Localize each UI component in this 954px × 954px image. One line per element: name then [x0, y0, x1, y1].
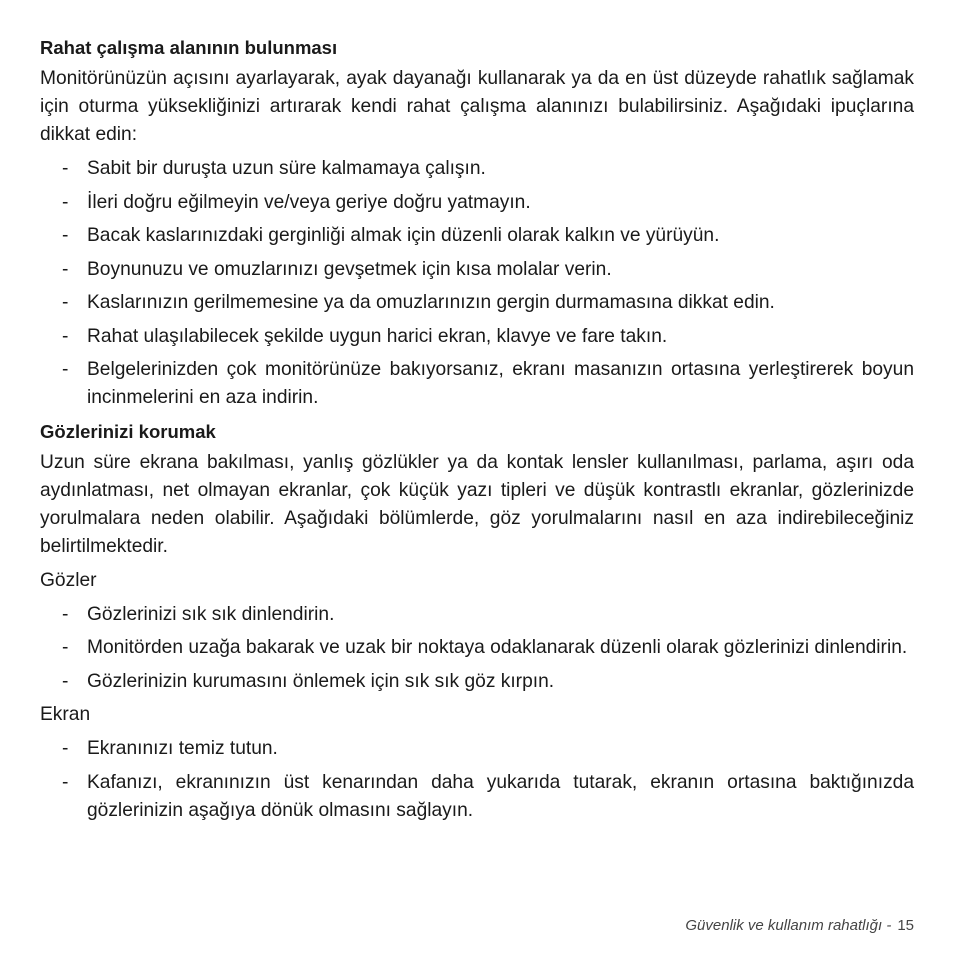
page-footer: [685, 916, 914, 936]
page-number: 15: [897, 917, 914, 934]
screen-tips-list: [40, 735, 914, 825]
subsection-label-eyes: Gözler: [40, 569, 97, 591]
list-item: - Gözlerinizi sık sık dinlendirin.: [62, 603, 335, 625]
list-item: - Kaslarınızın gerilmemesine ya da omuzlarınızın gergin durmamasına dikkat edin.: [62, 292, 775, 313]
list-item: - Gözlerinizin kurumasını önlemek için sık sık göz kırpın.: [62, 670, 555, 692]
list-item: - Belgelerinizden çok monitörünüze bakıyorsanız, ekranı masanızın ortasına yerleştirerek boyun incinmelerini en aza indirin.: [62, 359, 914, 408]
eyes-intro-paragraph: Uzun süre ekrana bakılması, yanlış gözlükler ya da kontak lensler kullanılması, parlama, aşırı oda aydınlatması, net olmayan ekranlar, çok küçük yazı tipleri ve düşük kontrastlı ekranlar, gözlerinizde yorulmalara neden olabilir. Aşağıdaki bölümlerde, göz yorulmalarını nasıl en aza indirebileceğiniz belirtilmektedir.: [40, 451, 914, 557]
list-item: - Rahat ulaşılabilecek şekilde uygun harici ekran, klavye ve fare takın.: [62, 325, 668, 347]
section-heading-workspace: Rahat çalışma alanının bulunması: [40, 37, 338, 58]
list-item: - Boynunuzu ve omuzlarınızı gevşetmek için kısa molalar verin.: [62, 258, 612, 280]
list-item: - Monitörden uzağa bakarak ve uzak bir noktaya odaklanarak düzenli olarak gözlerinizi dinlendirin.: [62, 637, 908, 658]
list-item: - İleri doğru eğilmeyin ve/veya geriye doğru yatmayın.: [62, 191, 531, 213]
list-item: - Bacak kaslarınızdaki gerginliği almak için düzenli olarak kalkın ve yürüyün.: [62, 225, 720, 246]
footer-section-title: Güvenlik ve kullanım rahatlığı -: [685, 917, 892, 934]
workspace-tips-list: [40, 155, 914, 412]
list-item: - Ekranınızı temiz tutun.: [62, 738, 278, 759]
section-heading-eyes: Gözlerinizi korumak: [40, 420, 216, 442]
list-item: - Kafanızı, ekranınızın üst kenarından daha yukarıda tutarak, ekranın ortasına baktığınızda gözlerinizin aşağıya dönük olmasını sağlayın.: [62, 771, 914, 821]
workspace-intro-paragraph: Monitörünüzün açısını ayarlayarak, ayak dayanağı kullanarak ya da en üst düzeyde rahatlık sağlamak için oturma yüksekliğinizi artırarak kendi rahat çalışma alanınızı bulabilirsiniz. Aşağıdaki ipuçlarına dikkat edin:: [40, 68, 914, 145]
eyes-tips-list: [40, 601, 914, 696]
subsection-label-screen: Ekran: [40, 704, 91, 725]
list-item: - Sabit bir duruşta uzun süre kalmamaya çalışın.: [62, 158, 486, 179]
document-page: [40, 34, 914, 830]
